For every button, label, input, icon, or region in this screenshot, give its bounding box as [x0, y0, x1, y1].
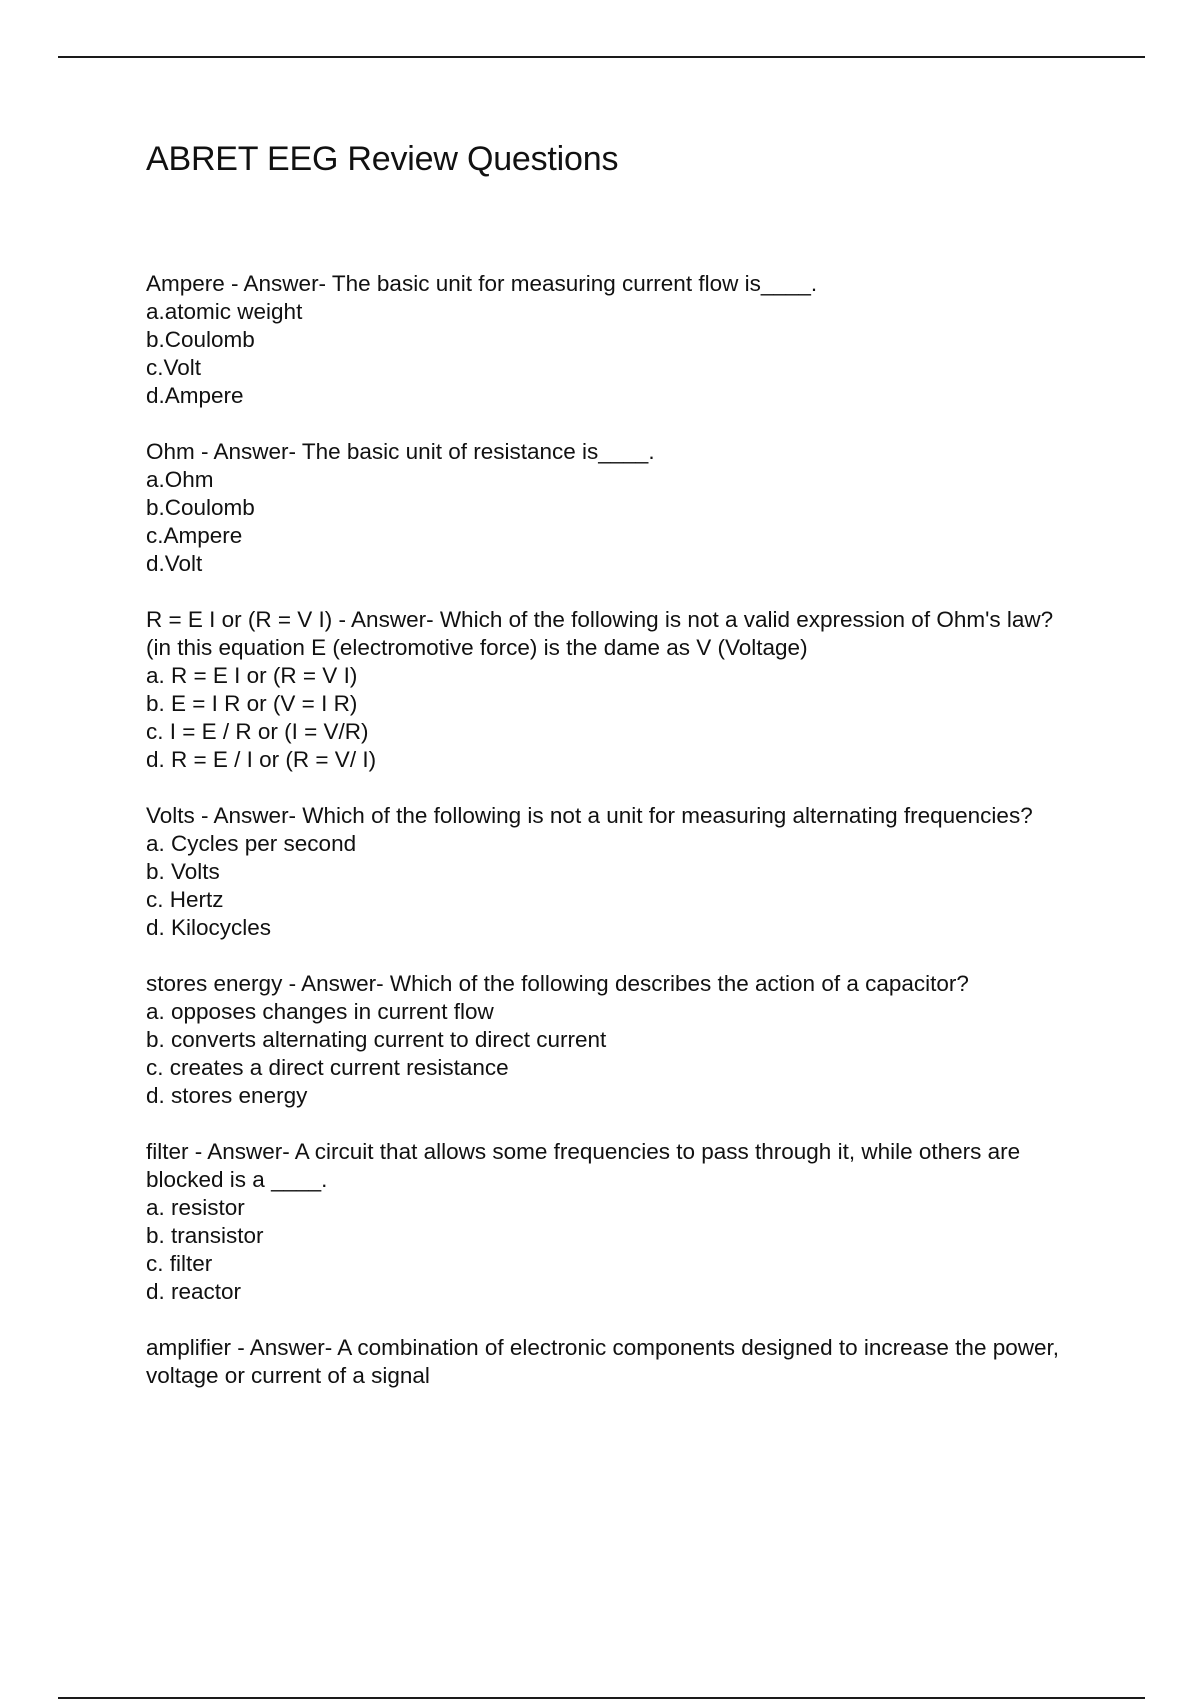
answer-option: b. E = I R or (V = I R) [146, 691, 358, 716]
question-text: Ohm - Answer- The basic unit of resistance is____. [146, 439, 655, 464]
question-note: (in this equation E (electromotive force) is the dame as V (Voltage) [146, 635, 808, 660]
answer-option: d. reactor [146, 1279, 242, 1304]
question-item [146, 438, 1086, 578]
answer-option: a. opposes changes in current flow [146, 999, 494, 1024]
answer-option: b. Volts [146, 859, 220, 884]
answer-option: d. Kilocycles [146, 915, 272, 940]
answer-option: c. Hertz [146, 887, 224, 912]
question-text: filter - Answer- A circuit that allows some frequencies to pass through it, while others are blocked is a ____. [146, 1139, 1021, 1192]
answer-option: c.Ampere [146, 523, 243, 548]
answer-option: a.atomic weight [146, 299, 303, 324]
question-item [146, 1138, 1086, 1306]
answer-option: b.Coulomb [146, 327, 255, 352]
answer-option: a. R = E I or (R = V I) [146, 663, 358, 688]
question-item [146, 970, 1086, 1110]
answer-option: c. I = E / R or (I = V/R) [146, 719, 369, 744]
question-text: Ampere - Answer- The basic unit for measuring current flow is____. [146, 271, 818, 296]
answer-option: c. creates a direct current resistance [146, 1055, 509, 1080]
answer-option: d.Volt [146, 551, 203, 576]
answer-option: b. converts alternating current to direct current [146, 1027, 607, 1052]
answer-option: d.Ampere [146, 383, 244, 408]
footer-rule [58, 1697, 1145, 1699]
question-text: stores energy - Answer- Which of the following describes the action of a capacitor? [146, 971, 969, 996]
question-text: Volts - Answer- Which of the following is not a unit for measuring alternating frequencies? [146, 803, 1033, 828]
header-rule [58, 56, 1145, 58]
answer-option: d. stores energy [146, 1083, 308, 1108]
question-text: amplifier - Answer- A combination of electronic components designed to increase the power, voltage or current of a signal [146, 1335, 1059, 1388]
answer-option: d. R = E / I or (R = V/ I) [146, 747, 377, 772]
answer-option: b. transistor [146, 1223, 264, 1248]
question-item [146, 606, 1086, 774]
answer-option: a. Cycles per second [146, 831, 357, 856]
answer-option: c.Volt [146, 355, 202, 380]
question-item [146, 1334, 1086, 1390]
answer-option: a. resistor [146, 1195, 245, 1220]
document-title: ABRET EEG Review Questions [146, 140, 619, 178]
answer-option: a.Ohm [146, 467, 214, 492]
answer-option: b.Coulomb [146, 495, 255, 520]
answer-option: c. filter [146, 1251, 213, 1276]
question-text: R = E I or (R = V I) - Answer- Which of the following is not a valid expression of Ohm's law? [146, 607, 1054, 632]
question-item [146, 270, 1086, 410]
question-list [146, 270, 1086, 1418]
question-item [146, 802, 1086, 942]
